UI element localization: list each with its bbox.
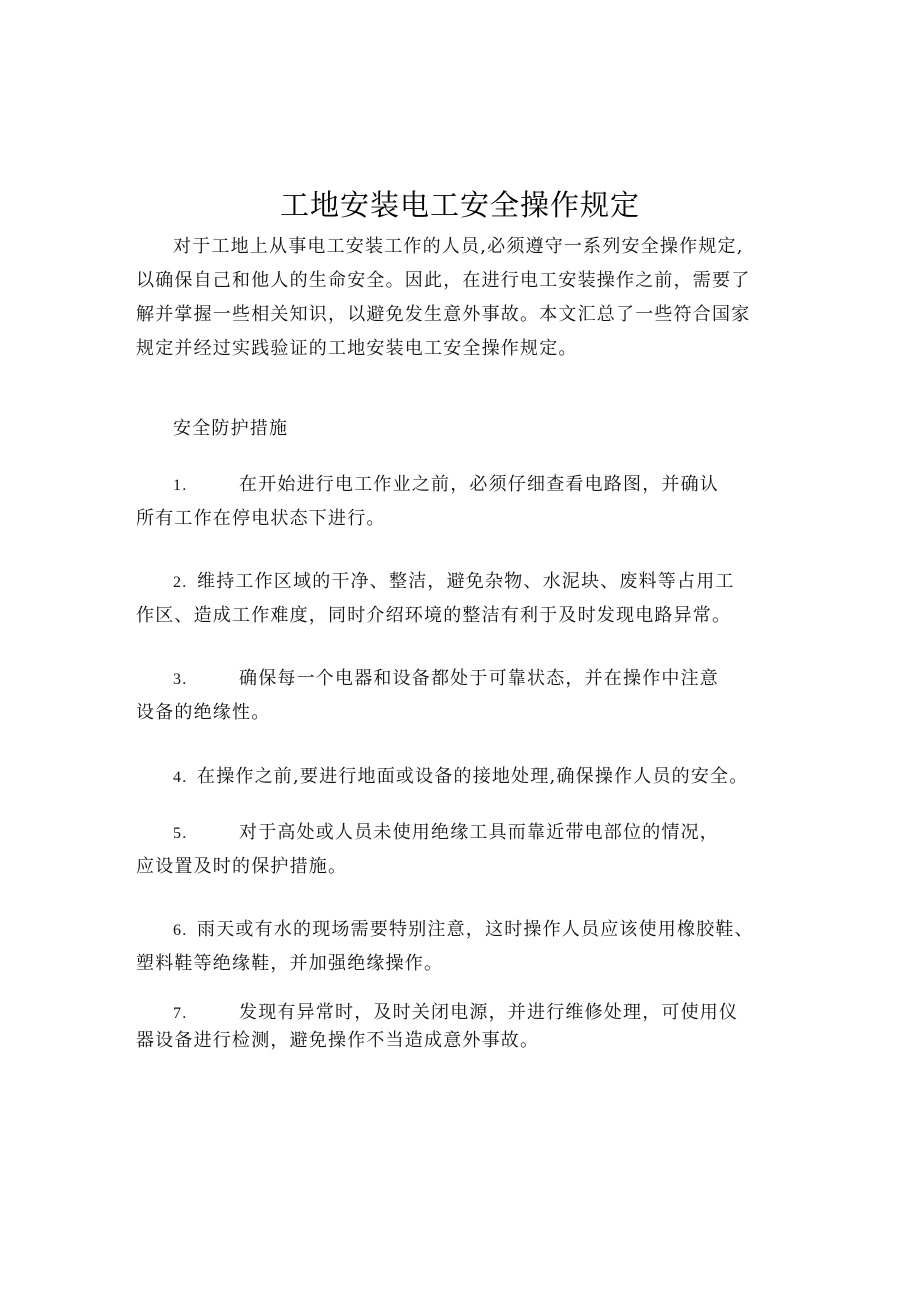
list-item [136, 816, 786, 884]
list-item-text: 确保每一个电器和设备都处于可靠状态，并在操作中注意 [239, 668, 719, 689]
intro-line: 解并掌握一些相关知识，以避免发生意外事故。本文汇总了一些符合国家 [136, 304, 751, 325]
list-item [136, 913, 786, 981]
list-item-number: 6. [173, 922, 188, 939]
list-item-text: 雨天或有水的现场需要特别注意，这时操作人员应该使用橡胶鞋、 [197, 919, 754, 940]
intro-line: 规定并经过实践验证的工地安装电工安全操作规定。 [136, 338, 578, 359]
list-item-line [136, 913, 786, 947]
list-item-text: 塑料鞋等绝缘鞋，并加强绝缘操作。 [136, 953, 444, 974]
list-item-line [136, 816, 786, 850]
list-item-line [136, 662, 786, 696]
list-item-line [136, 760, 786, 794]
intro-line: 以确保自己和他人的生命安全。因此，在进行电工安装操作之前，需要了 [136, 270, 751, 291]
list-item-number: 1. [173, 477, 188, 494]
list-item [136, 662, 786, 730]
list-item-number: 5. [173, 825, 188, 842]
section-heading-text: 安全防护措施 [173, 418, 289, 439]
list-item-text: 应设置及时的保护措施。 [136, 856, 348, 877]
list-item [136, 468, 786, 536]
section-heading [136, 412, 786, 446]
list-item-line [136, 565, 786, 599]
list-item-text: 作区、造成工作难度，同时介绍环境的整洁有利于及时发现电路异常。 [136, 605, 732, 626]
list-item-text: 发现有异常时，及时关闭电源，并进行维修处理，可使用仪 [239, 1002, 739, 1023]
list-item-text: 在开始进行电工作业之前，必须仔细查看电路图，并确认 [239, 474, 719, 495]
list-item-text: 器设备进行检测，避免操作不当造成意外事故。 [136, 1030, 540, 1051]
list-item-number: 2. [173, 574, 188, 591]
list-item [136, 760, 786, 794]
intro-line: 对于工地上从事电工安装工作的人员,必须遵守一系列安全操作规定, [173, 236, 744, 257]
list-item-text: 所有工作在停电状态下进行。 [136, 508, 386, 529]
list-item-text: 在操作之前,要进行地面或设备的接地处理,确保操作人员的安全。 [197, 766, 749, 787]
list-item-text: 设备的绝缘性。 [136, 702, 271, 723]
list-item-line [136, 468, 786, 502]
page-title: 工地安装电工安全操作规定 [279, 188, 640, 222]
list-item-number: 7. [173, 1005, 188, 1022]
list-item-text: 对于高处或人员未使用绝缘工具而靠近带电部位的情况， [239, 822, 719, 843]
list-item-text: 维持工作区域的干净、整洁，避免杂物、水泥块、废料等占用工 [197, 571, 735, 592]
list-item-line [136, 996, 786, 1024]
list-item [136, 565, 786, 633]
list-item [136, 996, 786, 1058]
list-item-number: 4. [173, 769, 188, 786]
intro-paragraph [136, 230, 786, 366]
list-item-number: 3. [173, 671, 188, 688]
